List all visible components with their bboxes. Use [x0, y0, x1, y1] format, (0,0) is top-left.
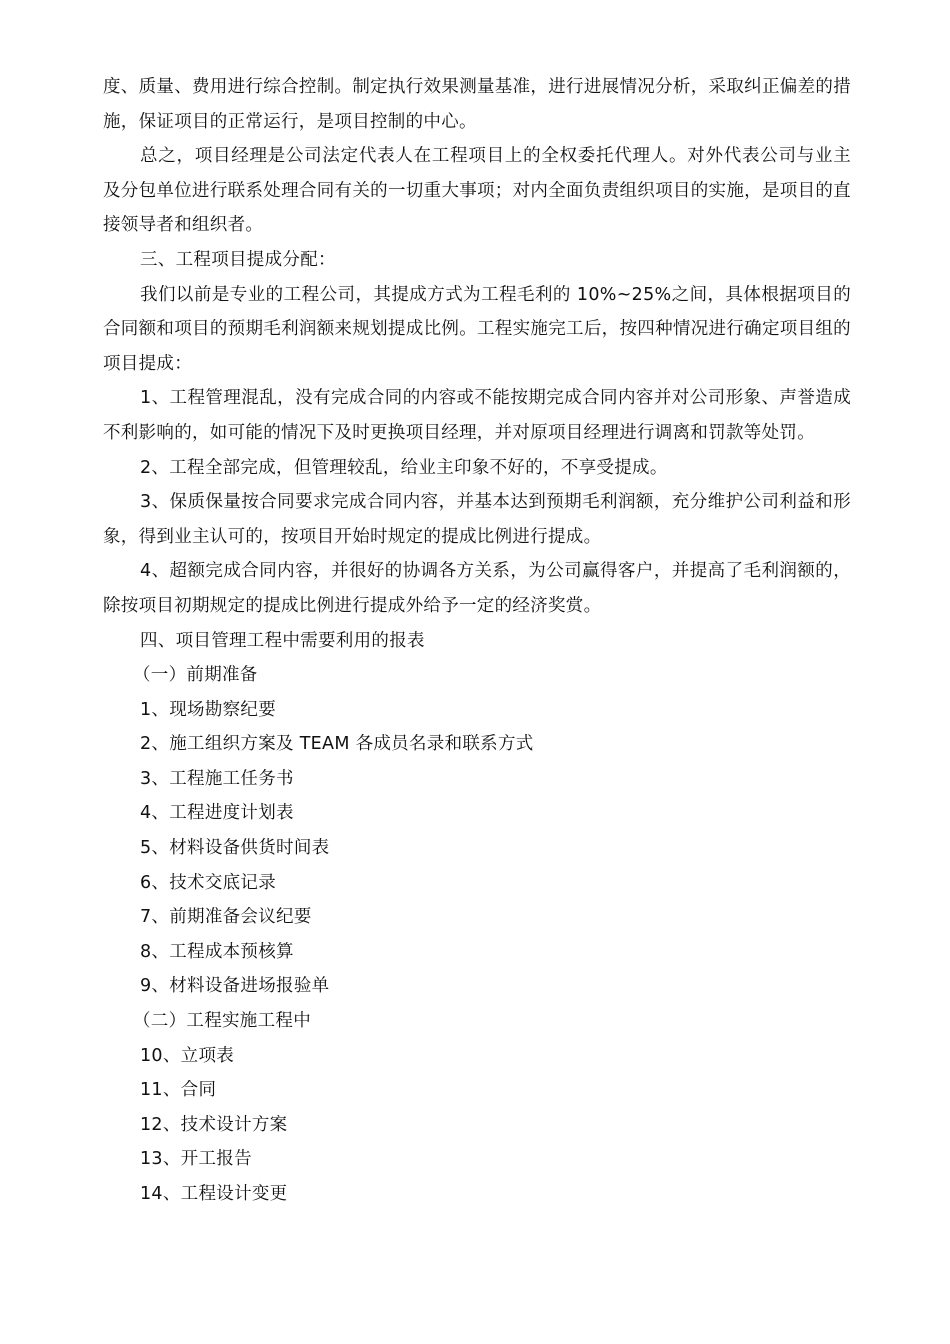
- commission-case-2: 2、工程全部完成，但管理较乱，给业主印象不好的，不享受提成。: [140, 457, 668, 478]
- commission-case-1: 1、工程管理混乱，没有完成合同的内容或不能按期完成合同内容并对公司形象、声誉造成不利影响的，如可能的情况下及时更换项目经理，并对原项目经理进行调离和罚款等处罚。: [103, 388, 851, 443]
- list-item: 6、技术交底记录: [140, 872, 277, 893]
- document-page: [103, 70, 851, 1212]
- list-item: 1、现场勘察纪要: [140, 699, 277, 720]
- list-item: 14、工程设计变更: [140, 1184, 288, 1204]
- list-item: 13、开工报告: [140, 1149, 252, 1170]
- paragraph-commission-method: 我们以前是专业的工程公司，其提成方式为工程毛利的 10%~25%之间，具体根据项目的合同额和项目的预期毛利润额来规划提成比例。工程实施完工后，按四种情况进行确定项目组的项目提成：: [103, 284, 851, 374]
- list-item: 2、施工组织方案及 TEAM 各成员名录和联系方式: [140, 734, 534, 755]
- list-item: 7、前期准备会议纪要: [140, 907, 312, 928]
- list-item: 3、工程施工任务书: [140, 768, 294, 789]
- list-item: 8、工程成本预核算: [140, 941, 294, 962]
- list-item: 11、合同: [140, 1080, 217, 1101]
- list-item: 12、技术设计方案: [140, 1114, 288, 1135]
- section-title-preparation: （一）前期准备: [133, 665, 258, 686]
- list-item: 9、材料设备进场报验单: [140, 976, 330, 997]
- paragraph-summary: 总之，项目经理是公司法定代表人在工程项目上的全权委托代理人。对外代表公司与业主及分包单位进行联系处理合同有关的一切重大事项；对内全面负责组织项目的实施，是项目的直接领导者和组织者。: [103, 146, 851, 236]
- commission-case-3: 3、保质保量按合同要求完成合同内容，并基本达到预期毛利润额，充分维护公司利益和形象，得到业主认可的，按项目开始时规定的提成比例进行提成。: [103, 492, 851, 547]
- heading-commission-distribution: 三、工程项目提成分配：: [140, 249, 336, 270]
- section-title-implementation: （二）工程实施工程中: [133, 1011, 311, 1032]
- list-item: 4、工程进度计划表: [140, 803, 294, 824]
- commission-case-4: 4、超额完成合同内容，并很好的协调各方关系，为公司赢得客户，并提高了毛利润额的，除按项目初期规定的提成比例进行提成外给予一定的经济奖赏。: [103, 561, 851, 616]
- paragraph-control-continuation: 度、质量、费用进行综合控制。制定执行效果测量基准，进行进展情况分析，采取纠正偏差的措施，保证项目的正常运行，是项目控制的中心。: [103, 77, 851, 132]
- heading-reports: 四、项目管理工程中需要利用的报表: [140, 630, 425, 651]
- list-item: 5、材料设备供货时间表: [140, 838, 330, 859]
- list-item: 10、立项表: [140, 1045, 235, 1066]
